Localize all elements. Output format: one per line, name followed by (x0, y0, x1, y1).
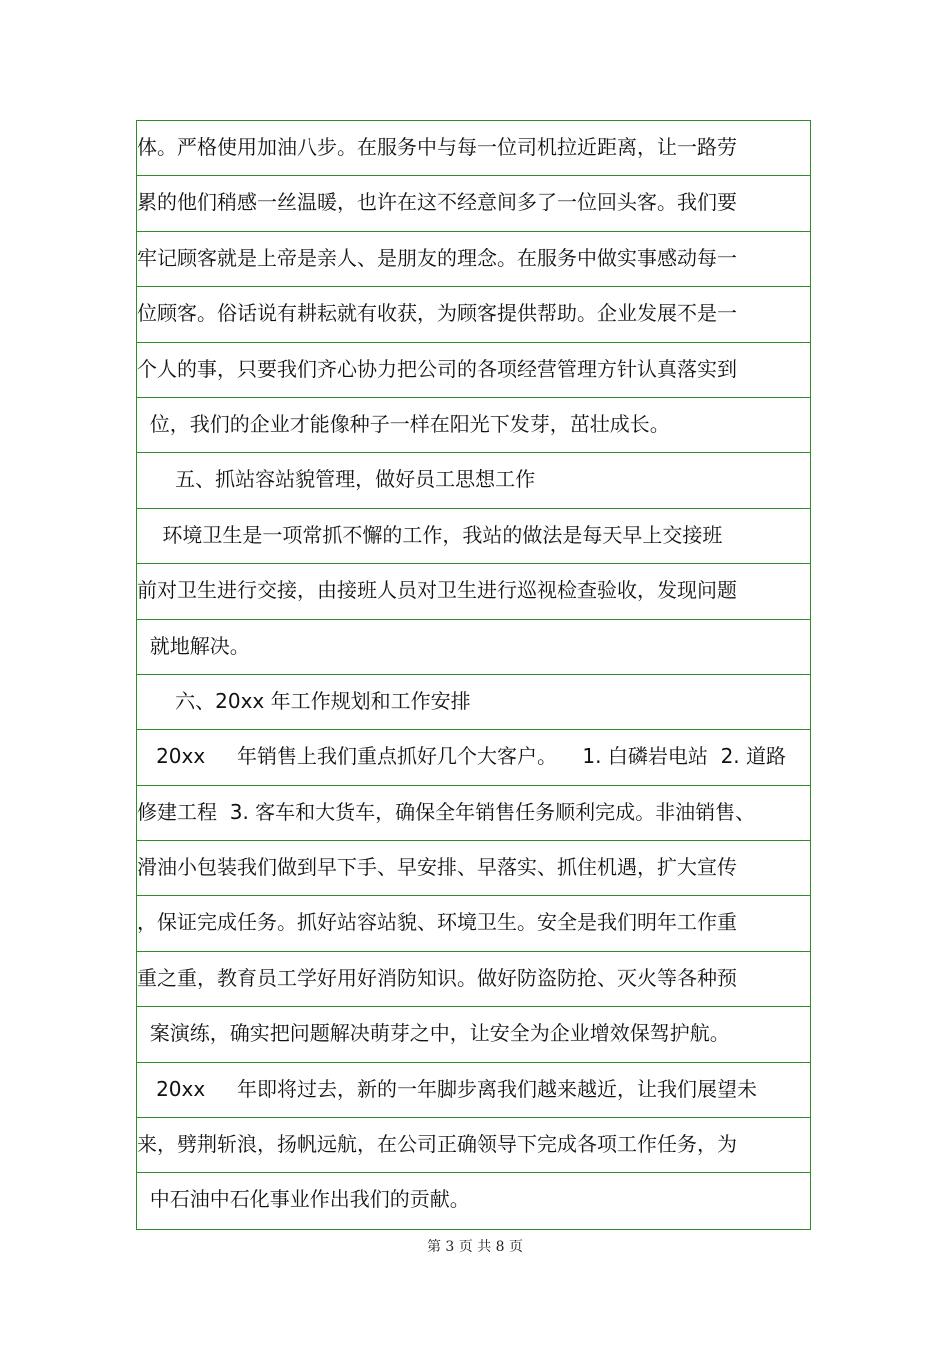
text-line-15 (137, 896, 810, 951)
text-line-9 (137, 564, 810, 619)
line-text: 来，劈荆斩浪，扬帆远航，在公司正确领导下完成各项工作任务，为 (137, 1132, 737, 1157)
line-text: 20xx 年销售上我们重点抓好几个大客户。 1. 白磷岩电站 2. 道路 (137, 744, 787, 769)
text-line-3 (137, 232, 810, 287)
line-text: 中石油中石化事业作出我们的贡献。 (137, 1187, 470, 1212)
line-text: 位顾客。俗话说有耕耘就有收获，为顾客提供帮助。企业发展不是一 (137, 301, 737, 326)
line-text: 前对卫生进行交接，由接班人员对卫生进行巡视检查验收，发现问题 (137, 578, 737, 603)
text-line-4 (137, 287, 810, 342)
text-line-8 (137, 509, 810, 564)
text-line-14 (137, 841, 810, 896)
text-line-20 (137, 1173, 810, 1228)
text-line-12 (137, 730, 810, 785)
section-heading-5 (137, 453, 810, 508)
line-text: 案演练，确实把问题解决萌芽之中，让安全为企业增效保驾护航。 (137, 1021, 730, 1046)
line-text: 六、20xx 年工作规划和工作安排 (137, 688, 471, 713)
line-text: 个人的事，只要我们齐心协力把公司的各项经营管理方针认真落实到 (137, 356, 737, 381)
text-line-17 (137, 1007, 810, 1062)
line-text: 体。严格使用加油八步。在服务中与每一位司机拉近距离，让一路劳 (137, 135, 737, 159)
text-line-2 (137, 176, 810, 231)
text-line-18 (137, 1063, 810, 1118)
line-text: 牢记顾客就是上帝是亲人、是朋友的理念。在服务中做实事感动每一 (137, 245, 737, 270)
section-heading-6 (137, 675, 810, 730)
text-line-6 (137, 398, 810, 453)
line-text: 20xx 年即将过去，新的一年脚步离我们越来越近，让我们展望未 (137, 1076, 757, 1101)
line-text: 就地解决。 (137, 633, 250, 658)
text-line-16 (137, 952, 810, 1007)
line-text: 五、抓站容站貌管理，做好员工思想工作 (137, 467, 536, 492)
document-body (136, 120, 811, 1230)
text-line-5 (137, 343, 810, 398)
line-text: 累的他们稍感一丝温暖，也许在这不经意间多了一位回头客。我们要 (137, 190, 737, 215)
text-line-13 (137, 786, 810, 841)
line-text: 环境卫生是一项常抓不懈的工作，我站的做法是每天早上交接班 (137, 522, 723, 547)
line-text: 位，我们的企业才能像种子一样在阳光下发芽，茁壮成长。 (137, 411, 670, 436)
text-line-10 (137, 620, 810, 675)
text-line-1 (137, 121, 810, 176)
line-text: 重之重，教育员工学好用好消防知识。做好防盗防抢、灭火等各种预 (137, 965, 737, 990)
text-line-19 (137, 1118, 810, 1173)
line-text: 滑油小包装我们做到早下手、早安排、早落实、抓住机遇，扩大宣传 (137, 855, 737, 880)
line-text: ，保证完成任务。抓好站容站貌、环境卫生。安全是我们明年工作重 (137, 910, 737, 935)
page-number: 第 3 页 共 8 页 (426, 1239, 524, 1255)
line-text: 修建工程 3. 客车和大货车，确保全年销售任务顺利完成。非油销售、 (137, 799, 756, 824)
